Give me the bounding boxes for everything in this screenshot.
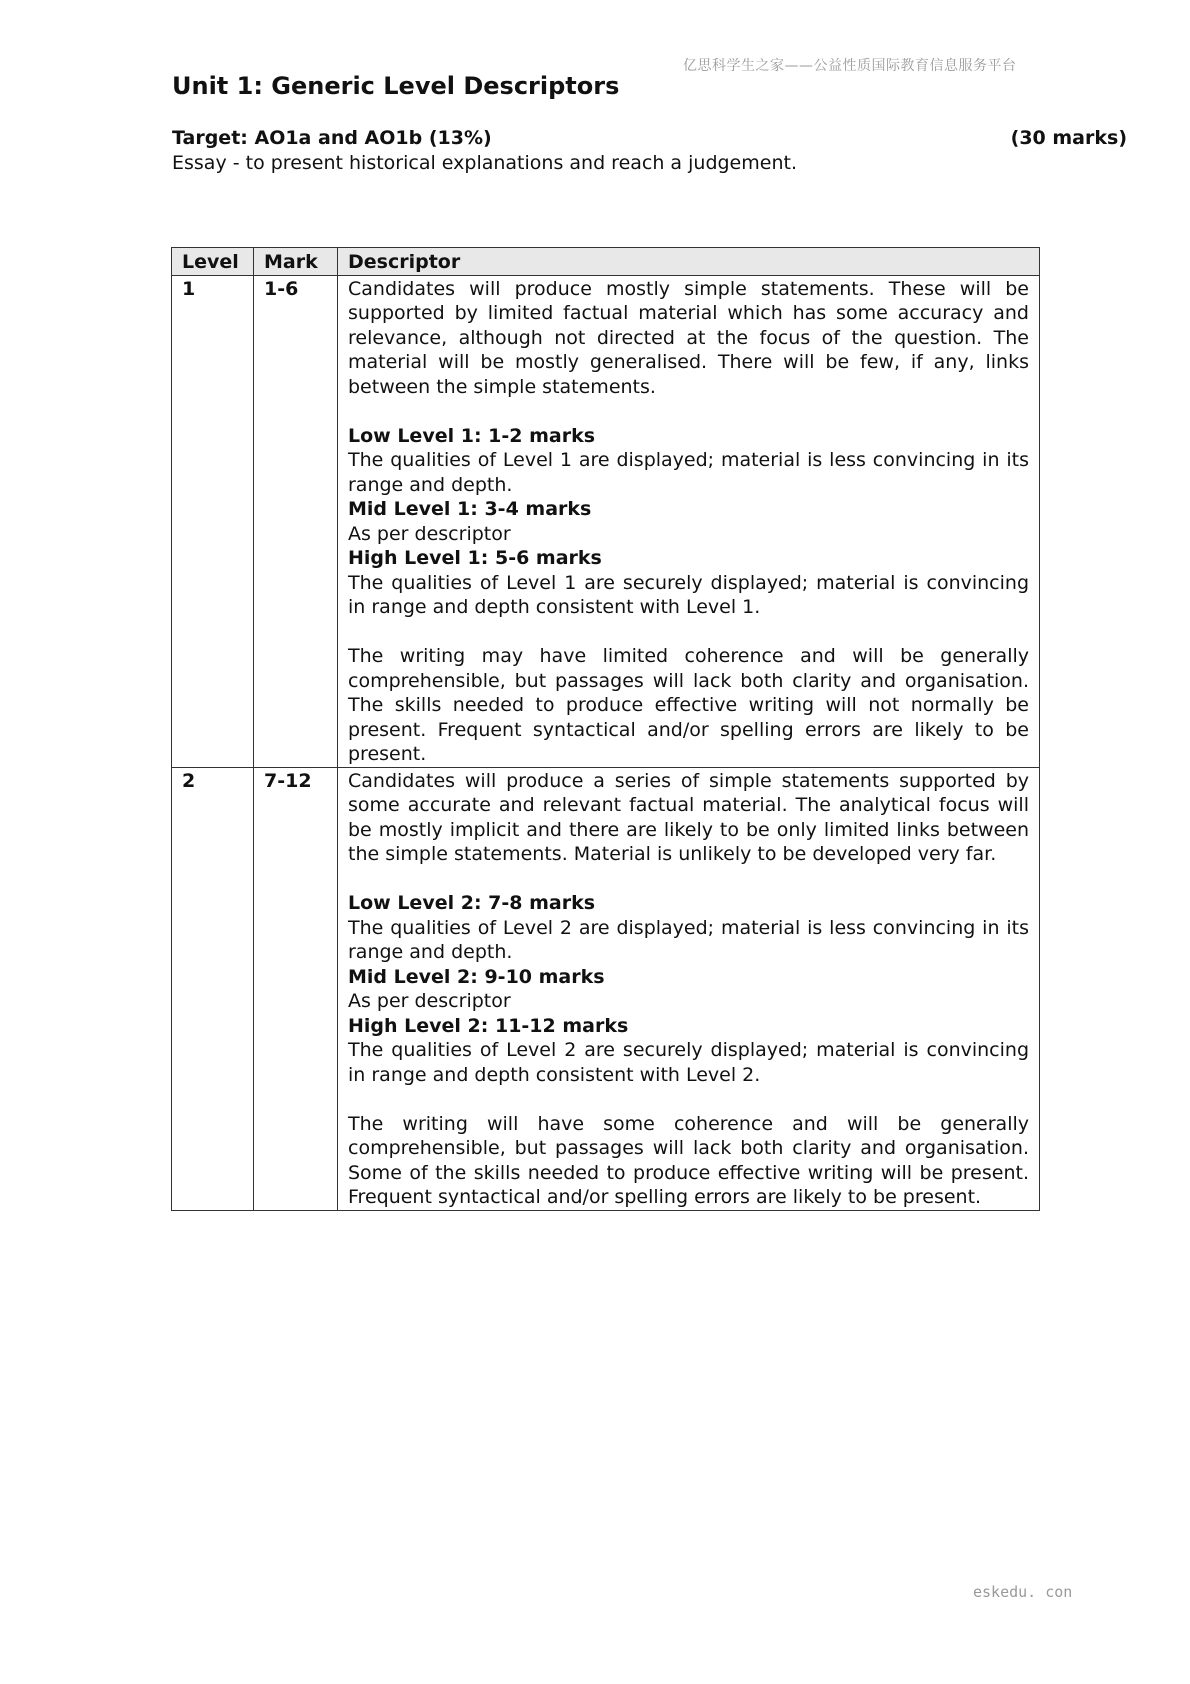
target-label: Target: AO1a and AO1b (13%) <box>172 127 492 149</box>
low-level-text: The qualities of Level 1 are displayed; material is less convincing in its range and depth. <box>348 449 1029 496</box>
low-level-heading: Low Level 2: 7-8 marks <box>348 892 596 914</box>
writing-quality-text: The writing may have limited coherence and will be generally comprehensible, but passages will lack both clarity and organisation. The skills needed to produce effective writing will not normally be present. Frequent syntactical and/or spelling errors are likely to be present. <box>348 645 1029 765</box>
column-header-level: Level <box>172 248 254 276</box>
high-level-heading: High Level 1: 5-6 marks <box>348 547 602 569</box>
descriptor-intro: Candidates will produce a series of simple statements supported by some accurate and relevant factual material. The analytical focus will be mostly implicit and there are likely to be only limited links between the simple statements. Material is unlikely to be developed very far. <box>348 769 1029 865</box>
footer-watermark: eskedu. con <box>973 1583 1073 1601</box>
mid-level-heading: Mid Level 1: 3-4 marks <box>348 498 592 520</box>
total-marks: (30 marks) <box>1010 127 1127 149</box>
page-title: Unit 1: Generic Level Descriptors <box>172 72 620 100</box>
high-level-text: The qualities of Level 2 are securely displayed; material is convincing in range and depth consistent with Level 2. <box>348 1039 1029 1086</box>
mid-level-text: As per descriptor <box>348 990 511 1012</box>
writing-quality-text: The writing will have some coherence and will be generally comprehensible, but passages will lack both clarity and organisation. Some of the skills needed to produce effective writing will be present. Frequent syntactical and/or spelling errors are likely to be present. <box>348 1112 1029 1208</box>
table-row <box>172 275 1040 767</box>
descriptor-intro: Candidates will produce mostly simple statements. These will be supported by limited factual material which has some accuracy and relevance, although not directed at the focus of the question. The material will be mostly generalised. There will be few, if any, links between the simple statements. <box>348 277 1029 398</box>
column-header-descriptor: Descriptor <box>338 248 1040 276</box>
mark-cell: 7-12 <box>254 767 338 1210</box>
level-cell: 1 <box>172 275 254 767</box>
descriptor-cell <box>338 767 1040 1210</box>
essay-description: Essay - to present historical explanations and reach a judgement. <box>172 152 797 174</box>
level-descriptors-table <box>171 247 1040 1211</box>
table-row <box>172 767 1040 1210</box>
high-level-text: The qualities of Level 1 are securely displayed; material is convincing in range and depth consistent with Level 1. <box>348 571 1029 618</box>
column-header-mark: Mark <box>254 248 338 276</box>
level-cell: 2 <box>172 767 254 1210</box>
mid-level-heading: Mid Level 2: 9-10 marks <box>348 965 605 988</box>
mark-cell: 1-6 <box>254 275 338 767</box>
descriptor-cell <box>338 275 1040 767</box>
low-level-text: The qualities of Level 2 are displayed; material is less convincing in its range and depth. <box>348 916 1029 963</box>
watermark-text: 亿思科学生之家——公益性质国际教育信息服务平台 <box>683 58 1017 74</box>
high-level-heading: High Level 2: 11-12 marks <box>348 1014 629 1037</box>
low-level-heading: Low Level 1: 1-2 marks <box>348 424 596 447</box>
mid-level-text: As per descriptor <box>348 522 511 545</box>
table-header-row <box>172 248 1040 276</box>
